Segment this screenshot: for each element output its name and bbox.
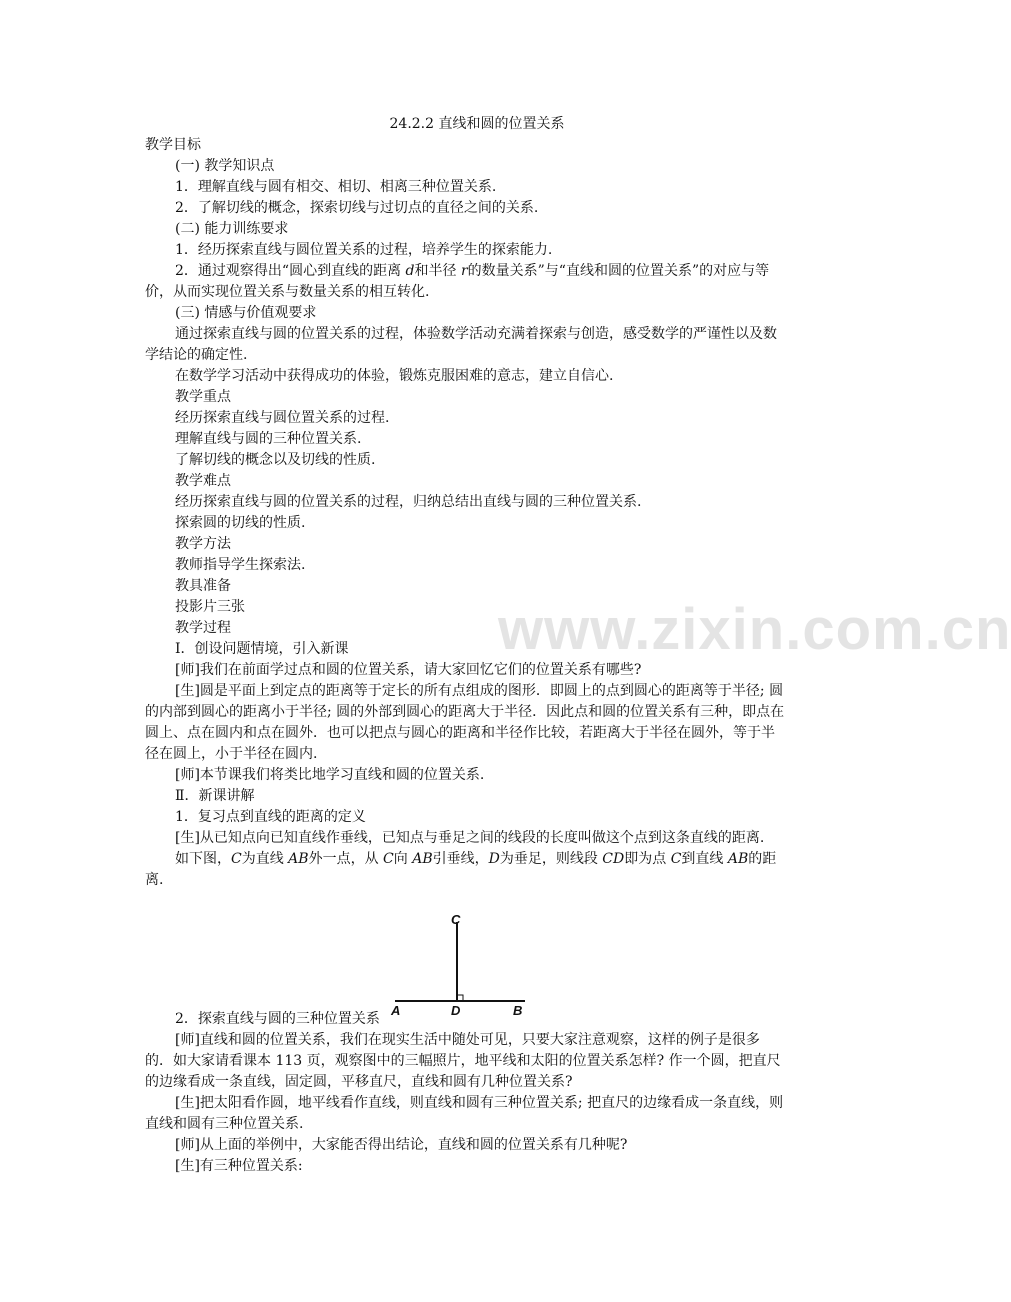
page-title: 24.2.2 直线和圆的位置关系 xyxy=(389,116,565,132)
section-heading: 教具准备 xyxy=(175,578,231,594)
text-line: 投影片三张 xyxy=(175,599,245,615)
var-d: d xyxy=(405,263,415,279)
subsection-heading: (二) 能力训练要求 xyxy=(175,221,289,237)
text-line: 1．经历探索直线与圆位置关系的过程，培养学生的探索能力. xyxy=(175,242,553,258)
text-line: 经历探索直线与圆的位置关系的过程，归纳总结出直线与圆的三种位置关系. xyxy=(175,494,642,510)
paragraph: [师]直线和圆的位置关系，我们在现实生活中随处可见，只要大家注意观察，这样的例子是很多的．如大家请看课本 113 页，观察图中的三幅照片，地平线和太阳的位置关系怎样? 作一个圆，把直尺的边缘看成一条直线，固定圆，平移直尺，直线和圆有几种位置关系? xyxy=(145,1032,781,1090)
text-line: 2．了解切线的概念，探索切线与过切点的直径之间的关系. xyxy=(175,200,539,216)
section-heading: 教学难点 xyxy=(175,473,231,489)
text-line: 经历探索直线与圆位置关系的过程. xyxy=(175,410,390,426)
subsection-heading: Ⅱ．新课讲解 xyxy=(175,788,255,804)
dialogue-line: [师]从上面的举例中，大家能否得出结论，直线和圆的位置关系有几种呢? xyxy=(175,1137,628,1153)
label-c: C xyxy=(451,912,461,927)
dialogue-line: [师]本节课我们将类比地学习直线和圆的位置关系. xyxy=(175,767,485,783)
section-heading: 教学重点 xyxy=(175,389,231,405)
text-line: 1．复习点到直线的距离的定义 xyxy=(175,809,366,825)
section-heading: 教学目标 xyxy=(145,137,201,153)
paragraph: [生]从已知点向已知直线作垂线，已知点与垂足之间的线段的长度叫做这个点到这条直线的距离. xyxy=(175,830,765,846)
paragraph: [生]圆是平面上到定点的距离等于定长的所有点组成的图形．即圆上的点到圆心的距离等于半径; 圆的内部到圆心的距离小于半径; 圆的外部到圆心的距离大于半径．因此点和圆的位置关系有三种，即点在圆上、点在圆内和点在圆外．也可以把点与圆心的距离和半径作比较，若距离大于半径在圆外，等于半径在圆上，小于半径在圆内. xyxy=(145,683,785,762)
perpendicular-figure xyxy=(385,912,535,1022)
section-heading: 教学过程 xyxy=(175,620,231,636)
dialogue-line: [师]我们在前面学过点和圆的位置关系，请大家回忆它们的位置关系有哪些? xyxy=(175,662,642,678)
watermark: www.zixin.com.cn xyxy=(498,597,1011,662)
text-line: 2．探索直线与圆的三种位置关系 xyxy=(175,1011,380,1027)
subsection-heading: Ⅰ．创设问题情境，引入新课 xyxy=(175,641,349,657)
label-a: A xyxy=(391,1003,401,1018)
label-d: D xyxy=(451,1003,461,1018)
text-line: 探索圆的切线的性质. xyxy=(175,515,306,531)
text-line: 理解直线与圆的三种位置关系. xyxy=(175,431,362,447)
dialogue-line: [生]有三种位置关系: xyxy=(175,1158,303,1174)
text-line: 了解切线的概念以及切线的性质. xyxy=(175,452,376,468)
paragraph-d-r: 2．通过观察得出“圆心到直线的距离 d和半径 r的数量关系”与“直线和圆的位置关系”的对应与等价，从而实现位置关系与数量关系的相互转化. xyxy=(145,263,770,300)
text-line: 1．理解直线与圆有相交、相切、相离三种位置关系. xyxy=(175,179,497,195)
text-line: 在数学学习活动中获得成功的体验，锻炼克服困难的意志，建立自信心. xyxy=(175,368,614,384)
text-line: 教师指导学生探索法. xyxy=(175,557,306,573)
subsection-heading: (三) 情感与价值观要求 xyxy=(175,305,317,321)
paragraph-figure-ref: 如下图，C为直线 AB外一点，从 C向 AB引垂线，D为垂足，则线段 CD即为点 C到直线 AB的距离. xyxy=(145,851,777,888)
subsection-heading: (一) 教学知识点 xyxy=(175,158,275,174)
paragraph: [生]把太阳看作圆，地平线看作直线，则直线和圆有三种位置关系; 把直尺的边缘看成一条直线，则直线和圆有三种位置关系. xyxy=(145,1095,784,1132)
section-heading: 教学方法 xyxy=(175,536,231,552)
var-r: r xyxy=(460,263,468,279)
label-b: B xyxy=(513,1003,523,1018)
paragraph: 通过探索直线与圆的位置关系的过程，体验数学活动充满着探索与创造，感受数学的严谨性以及数学结论的确定性. xyxy=(145,326,777,363)
